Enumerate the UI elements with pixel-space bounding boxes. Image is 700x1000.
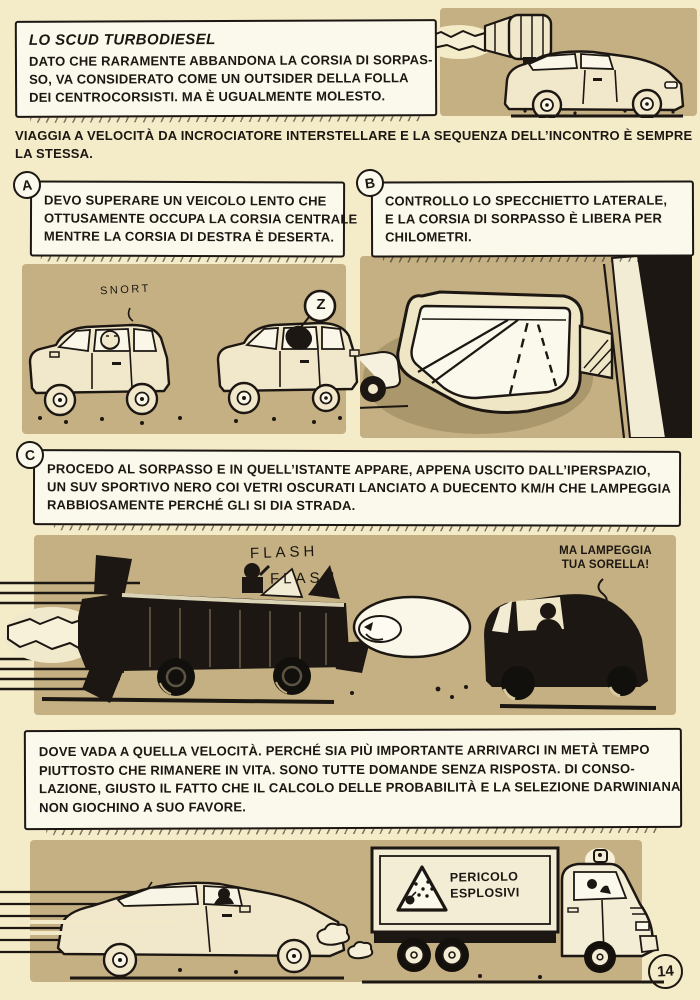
- panel-a-caption: [30, 180, 358, 257]
- wheel: [104, 944, 136, 976]
- caption-line: DOVE VADA A QUELLA VELOCITÀ. PERCHÉ SIA PIÙ IMPORTANTE ARRIVARCI IN METÀ TEMPO: [38, 741, 650, 760]
- sfx-flash: FLASH: [269, 569, 339, 588]
- speech-bubble-text: [548, 544, 663, 572]
- truck-wheel: [435, 938, 469, 972]
- title-text-line: DEI CENTROCORSISTI. MA È UGUALMENTE MOLESTO.: [29, 88, 386, 105]
- title-text-line: DATO CHE RARAMENTE ABBANDONA LA CORSIA DI SORPAS-: [28, 52, 433, 69]
- sign-line: ESPLOSIVI: [450, 885, 520, 901]
- snoring-driver: [101, 331, 119, 349]
- caption-line: NON GIOCHINO A SUO FAVORE.: [39, 798, 247, 815]
- truck-cab: [562, 864, 658, 956]
- panel-b-caption: [371, 180, 694, 257]
- bottom-panel-illustration: [0, 836, 700, 1000]
- caption-line: PIUTTOSTO CHE RIMANERE IN VITA. SONO TUTTE DOMANDE SENZA RISPOSTA. DI CONSO-: [38, 760, 635, 778]
- wheel: [501, 666, 535, 700]
- panel-a-illustration: [22, 264, 378, 436]
- truck-wheel: [397, 938, 431, 972]
- narration-text: [15, 127, 691, 163]
- caption-line: UN SUV SPORTIVO NERO COI VETRI OSCURATI LANCIATO A DUECENTO KM/H CHE LAMPEGGIA: [46, 479, 672, 496]
- page-number: 14: [647, 953, 684, 990]
- caption-line: CONTROLLO LO SPECCHIETTO LATERALE,: [384, 192, 668, 209]
- sfx-snort: SNORT: [99, 282, 152, 298]
- wheel: [157, 658, 195, 696]
- truck-sign-text: [450, 868, 520, 901]
- truck-wheel: [584, 941, 616, 973]
- caption-line: LAZIONE, GIUSTO IL FATTO CHE IL CALCOLO DELLE PROBABILITÀ E LA SELEZIONE DARWINIANA: [39, 778, 681, 797]
- caption-line: CHILOMETRI.: [385, 229, 472, 245]
- caption-line: E LA CORSIA DI SORPASSO È LIBERA PER: [384, 210, 663, 227]
- nose-cone-headlight: [354, 597, 470, 657]
- panel-c-caption: [33, 449, 681, 527]
- panel-c-illustration: [0, 531, 700, 727]
- caption-line: RABBIOSAMENTE PERCHÉ GLI SI DIA STRADA.: [46, 497, 356, 513]
- narration-line: LA STESSA.: [15, 146, 94, 161]
- panel-a-label: A: [12, 170, 43, 201]
- title-caption-box: [15, 19, 437, 118]
- caption-line: DEVO SUPERARE UN VEICOLO LENTO CHE: [44, 192, 327, 209]
- caption-line: PROCEDO AL SORPASSO E IN QUELL’ISTANTE APPARE, APPENA USCITO DALL’IPERSPAZIO,: [47, 461, 651, 478]
- comic-title: LO SCUD TURBODIESEL: [28, 31, 216, 49]
- speech-line: TUA SORELLA!: [561, 559, 650, 571]
- panel-c-label: C: [15, 440, 45, 470]
- wheel: [607, 666, 637, 696]
- jet-car-panel: [425, 6, 697, 118]
- wheel: [533, 91, 561, 118]
- speech-line: MA LAMPEGGIA: [559, 545, 652, 557]
- closing-caption: [24, 728, 682, 830]
- sfx-sleep-z: Z: [316, 296, 326, 313]
- sign-line: PERICOLO: [449, 869, 519, 885]
- panel-b-label: B: [354, 167, 386, 199]
- caption-line: OTTUSAMENTE OCCUPA LA CORSIA CENTRALE: [43, 210, 358, 227]
- mirror-arm: [580, 326, 612, 378]
- wheel: [273, 657, 311, 695]
- wheel: [633, 90, 661, 118]
- sfx-flash: FLASH: [249, 542, 319, 563]
- title-text-line: SO, VA CONSIDERATO COME UN OUTSIDER DELLA FOLLA: [29, 70, 409, 87]
- panel-b-illustration: [360, 256, 692, 438]
- narration-line: VIAGGIA A VELOCITÀ DA INCROCIATORE INTERSTELLARE E LA SEQUENZA DELL’INCONTRO È SEMPRE: [15, 128, 693, 143]
- caption-line: MENTRE LA CORSIA DI DESTRA È DESERTA.: [43, 228, 335, 245]
- wheel: [278, 940, 310, 972]
